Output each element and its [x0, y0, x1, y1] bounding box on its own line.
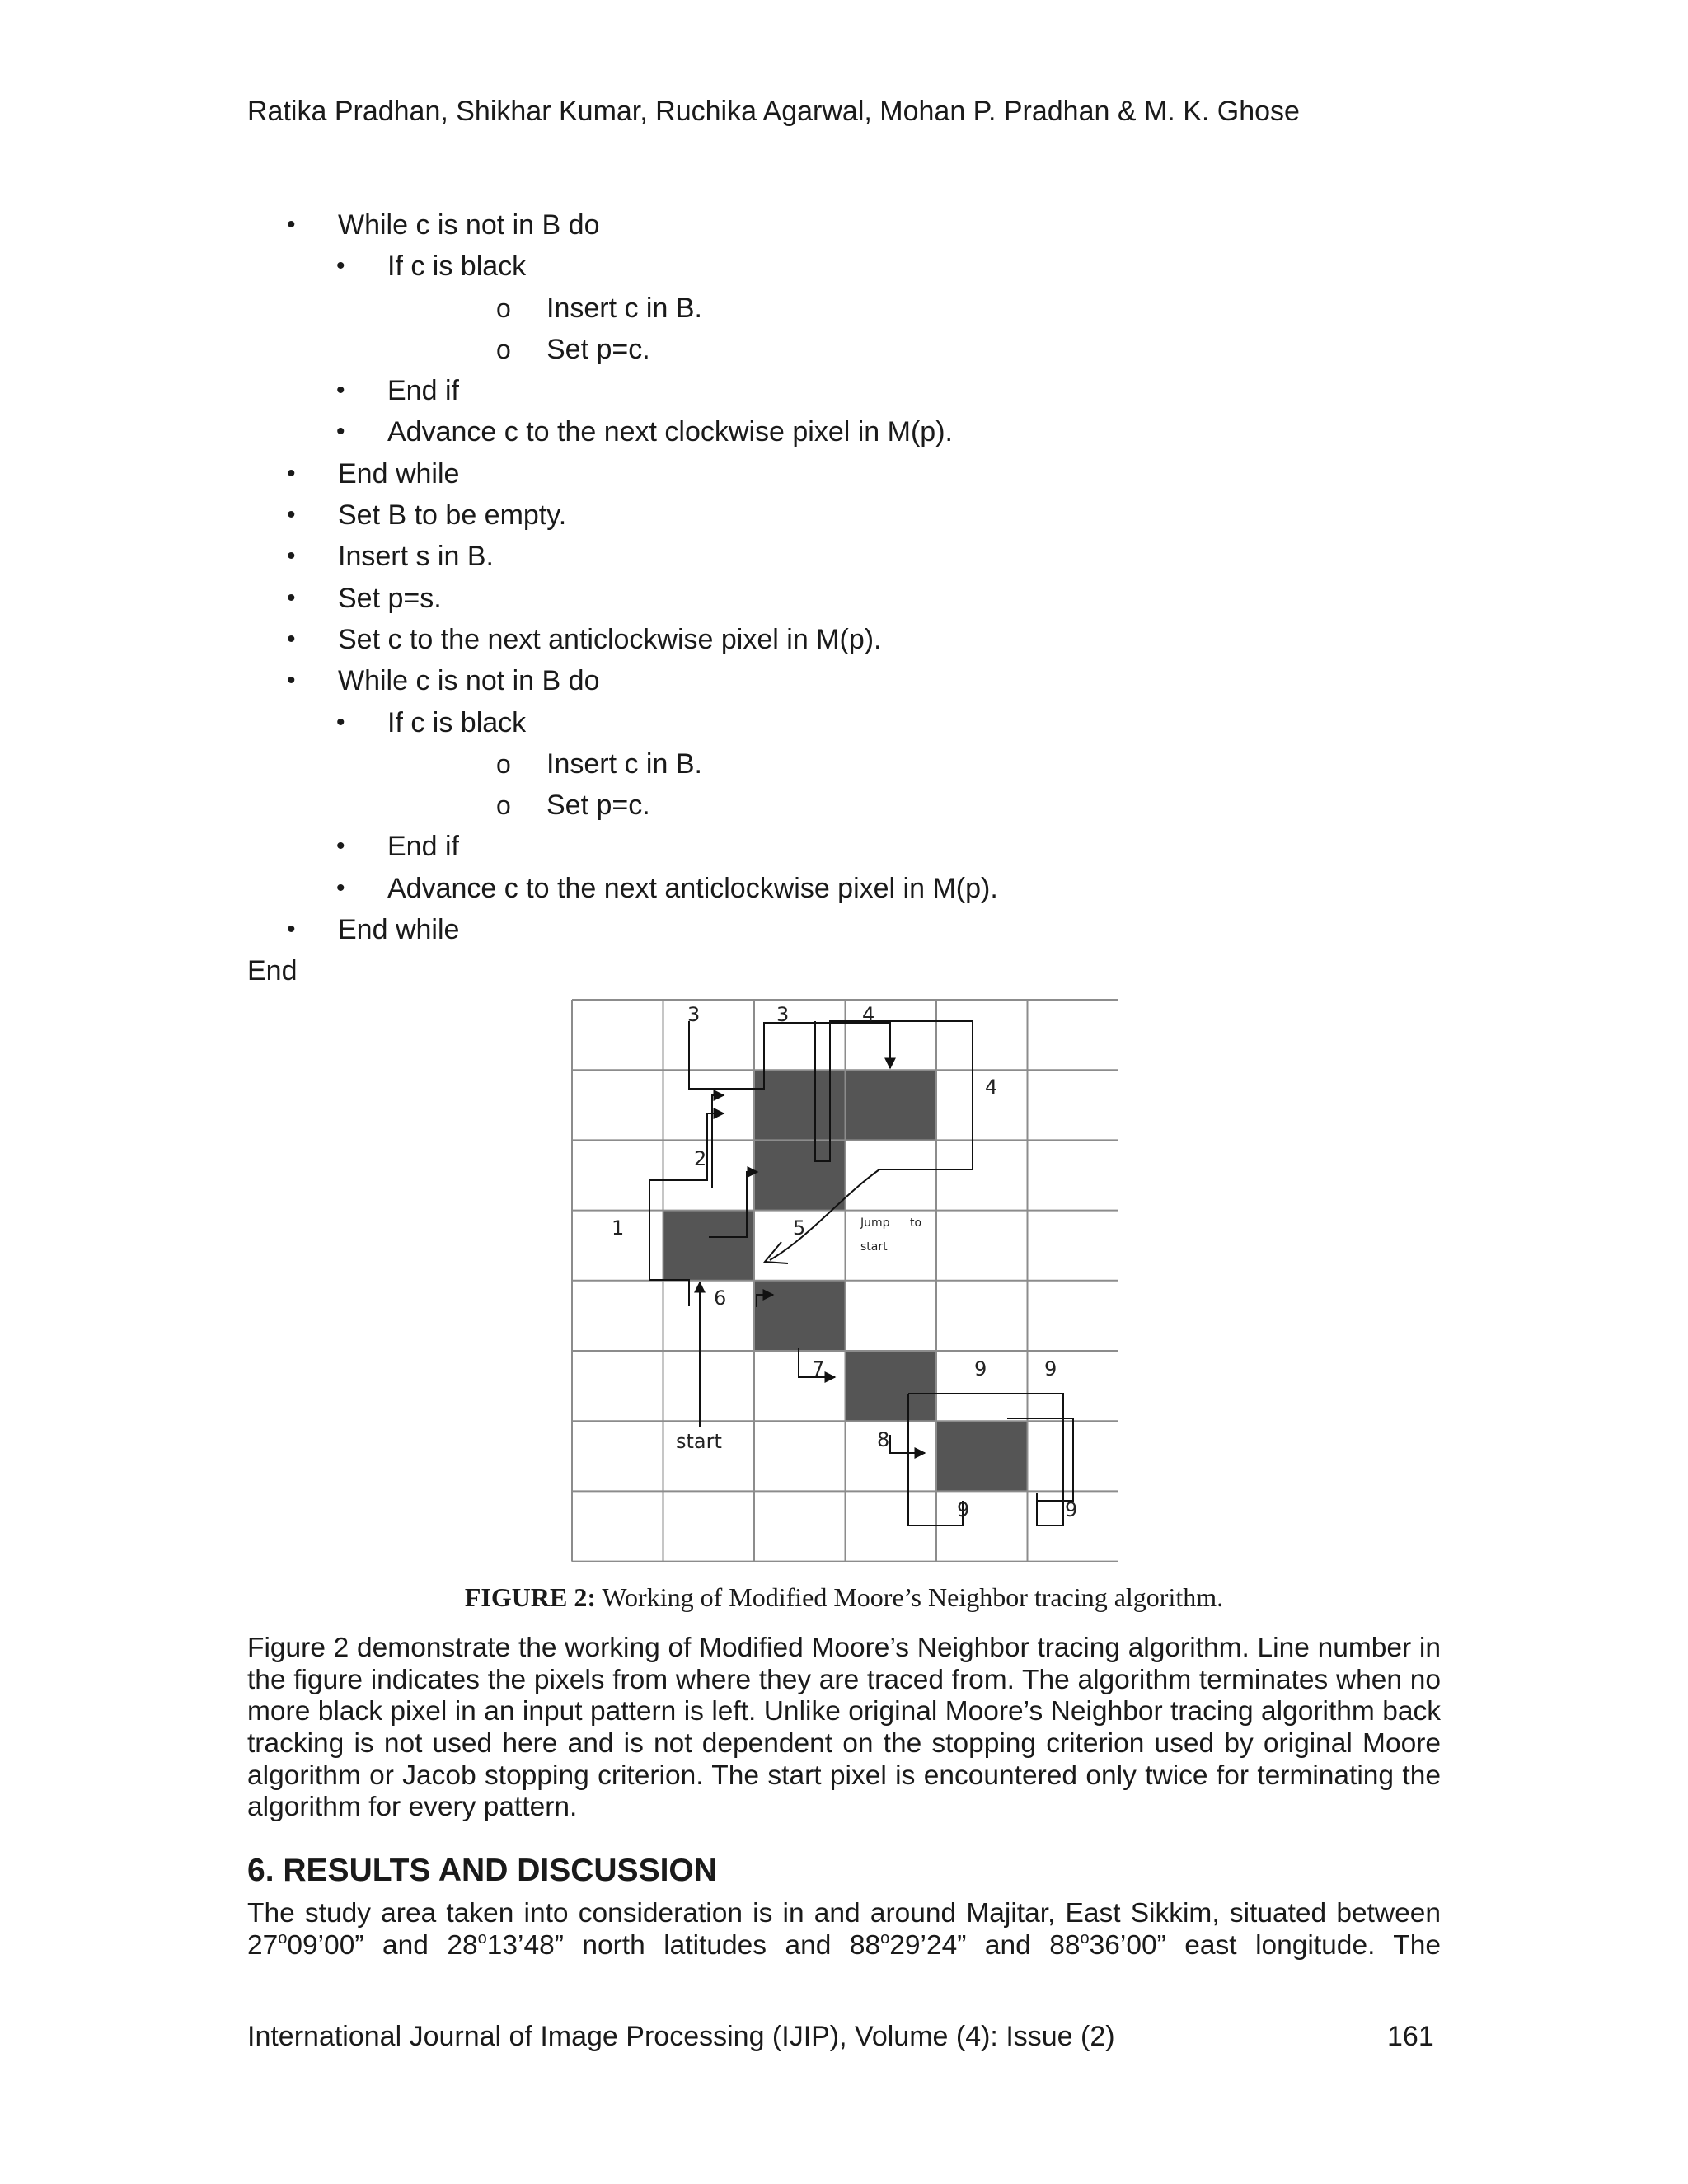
- algorithm-line-text: End: [247, 955, 298, 987]
- algorithm-line: [247, 288, 1484, 329]
- bullet-marker: •: [287, 667, 296, 695]
- algorithm-line: [247, 950, 1484, 991]
- paragraph-line: algorithm or Jacob stopping criterion. The start pixel is encountered only twice for terminating the: [247, 1760, 1441, 1791]
- algorithm-listing: [247, 204, 1484, 992]
- algorithm-line-text: While c is not in B do: [338, 665, 600, 697]
- coord-text: 13’48” north latitudes and 88: [486, 1929, 881, 1961]
- algorithm-line-text: Advance c to the next clockwise pixel in M(p).: [387, 416, 953, 448]
- section-number: 6.: [247, 1853, 274, 1888]
- moore-neighbor-grid: [570, 998, 1118, 1562]
- degree-mark: o: [278, 1929, 288, 1947]
- paragraph-line: The study area taken into consideration is in and around Majitar, East Sikkim, situated between: [247, 1898, 1441, 1929]
- algorithm-line: [247, 619, 1484, 660]
- bullet-marker: •: [336, 377, 345, 405]
- jump-note: [860, 1216, 921, 1254]
- paragraph-line: the figure indicates the pixels from where they are traced from. The algorithm terminates when no: [247, 1664, 1441, 1695]
- bullet-marker: •: [287, 583, 296, 612]
- algorithm-line: [247, 868, 1484, 909]
- jump-arrowhead: [765, 1242, 788, 1263]
- algorithm-line-text: End while: [338, 457, 460, 490]
- algorithm-line: [247, 411, 1484, 452]
- degree-mark: o: [477, 1929, 487, 1947]
- paragraph-line: tracking is not used here and is not dependent on the stopping criterion used by original Moore: [247, 1728, 1441, 1760]
- label-1: 1: [612, 1216, 625, 1240]
- label-to: to: [910, 1216, 922, 1230]
- bullet-marker: •: [287, 211, 296, 238]
- caption-label: FIGURE 2:: [464, 1582, 596, 1612]
- label-3a: 3: [687, 1003, 701, 1026]
- black-pixel: [754, 1140, 846, 1210]
- label-9a: 9: [974, 1357, 987, 1380]
- paragraph-figure-explanation: [247, 1633, 1441, 1824]
- algorithm-line-text: Set p=c.: [546, 790, 650, 822]
- black-pixel: [754, 1070, 846, 1140]
- running-header: Ratika Pradhan, Shikhar Kumar, Ruchika Agarwal, Mohan P. Pradhan & M. K. Ghose: [247, 96, 1300, 127]
- label-2: 2: [694, 1147, 707, 1170]
- bullet-marker: o: [496, 748, 511, 779]
- algorithm-line: [247, 660, 1484, 701]
- bullet-marker: •: [287, 542, 296, 570]
- bullet-marker: o: [496, 334, 511, 364]
- label-jump: Jump: [860, 1216, 890, 1230]
- black-pixel: [936, 1421, 1028, 1491]
- algorithm-line-text: Insert c in B.: [546, 292, 702, 324]
- algorithm-line-text: Set p=s.: [338, 582, 442, 614]
- caption-text: Working of Modified Moore’s Neighbor tracing algorithm.: [595, 1582, 1224, 1612]
- algorithm-line: [247, 246, 1484, 287]
- algorithm-line-text: Insert c in B.: [546, 748, 702, 780]
- section-title: RESULTS AND DISCUSSION: [283, 1853, 717, 1888]
- algorithm-line-text: Set c to the next anticlockwise pixel in M(p).: [338, 623, 882, 655]
- label-9d: 9: [1065, 1498, 1078, 1521]
- algorithm-line-text: End if: [387, 375, 459, 407]
- degree-mark: o: [880, 1929, 890, 1947]
- paragraph-line: more black pixel in an input pattern is left. Unlike original Moore’s Neighbor tracing algorithm back: [247, 1696, 1441, 1727]
- algorithm-line: [247, 204, 1484, 246]
- algorithm-line-text: While c is not in B do: [338, 209, 600, 241]
- bullet-marker: o: [496, 293, 511, 323]
- label-start-small: start: [860, 1240, 888, 1254]
- algorithm-line: [247, 370, 1484, 411]
- algorithm-line: [247, 329, 1484, 370]
- footer-journal: International Journal of Image Processing (IJIP), Volume (4): Issue (2): [247, 2021, 1115, 2052]
- algorithm-line: [247, 909, 1484, 950]
- paragraph-line: algorithm for every pattern.: [247, 1792, 578, 1823]
- paragraph-line-coordinates: [247, 1930, 1441, 1962]
- coord-text: 09’00” and 28: [287, 1929, 478, 1961]
- bullet-marker: •: [287, 625, 296, 653]
- algorithm-line: [247, 536, 1484, 577]
- page-number: 161: [1387, 2021, 1434, 2052]
- bullet-marker: •: [336, 874, 345, 902]
- bullet-marker: •: [336, 708, 345, 736]
- bullet-marker: •: [336, 252, 345, 280]
- algorithm-line-text: End if: [387, 831, 459, 863]
- bullet-marker: o: [496, 790, 511, 821]
- algorithm-line-text: Set B to be empty.: [338, 499, 567, 532]
- section-heading: [247, 1853, 717, 1889]
- label-9b: 9: [1044, 1357, 1057, 1380]
- label-6: 6: [714, 1286, 727, 1310]
- algorithm-line: [247, 453, 1484, 494]
- algorithm-line-text: Advance c to the next anticlockwise pixel in M(p).: [387, 872, 998, 904]
- bullet-marker: •: [287, 501, 296, 529]
- label-4b: 4: [985, 1076, 998, 1099]
- label-9c: 9: [957, 1498, 970, 1521]
- black-pixel: [846, 1351, 937, 1421]
- algorithm-line: [247, 785, 1484, 826]
- algorithm-line: [247, 743, 1484, 785]
- paragraph-line: Figure 2 demonstrate the working of Modified Moore’s Neighbor tracing algorithm. Line number in: [247, 1633, 1441, 1663]
- algorithm-line-text: Set p=c.: [546, 333, 650, 365]
- black-pixel: [754, 1281, 846, 1351]
- trace-path-2: [712, 1095, 724, 1188]
- bullet-marker: •: [287, 916, 296, 944]
- algorithm-line-text: If c is black: [387, 706, 527, 738]
- black-pixel: [663, 1211, 755, 1281]
- coord-text: 27: [247, 1929, 279, 1961]
- coord-text: 29’24” and 88: [889, 1929, 1081, 1961]
- algorithm-line: [247, 826, 1484, 867]
- bullet-marker: •: [336, 832, 345, 860]
- label-8: 8: [877, 1428, 890, 1451]
- algorithm-line: [247, 578, 1484, 619]
- bullet-marker: •: [336, 418, 345, 446]
- algorithm-line: [247, 494, 1484, 536]
- paragraph-study-area: [247, 1898, 1441, 1961]
- algorithm-line-text: If c is black: [387, 251, 527, 283]
- black-pixel: [846, 1070, 937, 1140]
- algorithm-line-text: Insert s in B.: [338, 541, 494, 573]
- algorithm-line: [247, 702, 1484, 743]
- figure-caption: [0, 1582, 1688, 1613]
- label-7: 7: [812, 1357, 825, 1380]
- degree-mark: o: [1080, 1929, 1090, 1947]
- coord-text: 36’00” east longitude. The: [1089, 1929, 1441, 1961]
- algorithm-line-text: End while: [338, 914, 460, 946]
- figure-2-diagram: [570, 998, 1118, 1562]
- label-4a: 4: [862, 1003, 875, 1026]
- label-start: start: [676, 1430, 722, 1453]
- bullet-marker: •: [287, 459, 296, 487]
- label-5: 5: [793, 1216, 806, 1240]
- label-3b: 3: [776, 1003, 790, 1026]
